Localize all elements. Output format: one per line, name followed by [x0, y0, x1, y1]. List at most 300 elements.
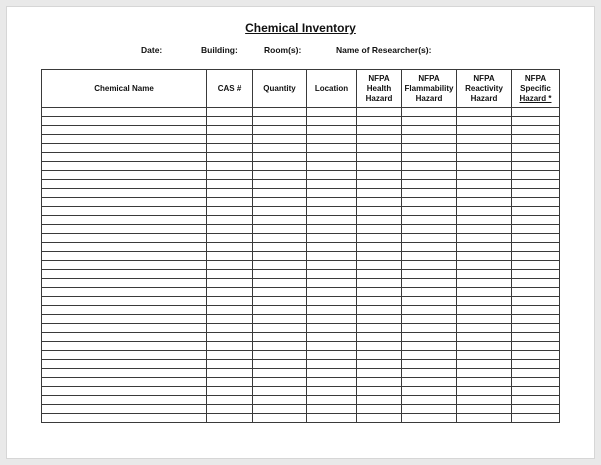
table-cell-nfpa-health — [357, 162, 402, 171]
table-cell-nfpa-specific — [512, 108, 560, 117]
table-cell-nfpa-flammability — [402, 297, 457, 306]
table-cell-location — [307, 189, 357, 198]
table-cell-quantity — [253, 135, 307, 144]
table-cell-nfpa-specific — [512, 405, 560, 414]
table-cell-nfpa-flammability — [402, 153, 457, 162]
table-cell-nfpa-specific — [512, 378, 560, 387]
table-cell-nfpa-specific — [512, 135, 560, 144]
column-header-line: Specific — [520, 83, 551, 93]
table-cell-location — [307, 216, 357, 225]
table-row — [42, 378, 560, 387]
table-cell-chemical-name — [42, 288, 207, 297]
table-cell-nfpa-reactivity — [457, 261, 512, 270]
table-cell-nfpa-reactivity — [457, 171, 512, 180]
table-cell-nfpa-specific — [512, 153, 560, 162]
rooms-label: Room(s): — [264, 45, 302, 55]
table-cell-cas-number — [207, 405, 253, 414]
table-cell-quantity — [253, 243, 307, 252]
researchers-label: Name of Researcher(s): — [336, 45, 432, 55]
table-cell-nfpa-health — [357, 108, 402, 117]
table-cell-nfpa-health — [357, 351, 402, 360]
table-cell-nfpa-reactivity — [457, 153, 512, 162]
table-cell-chemical-name — [42, 144, 207, 153]
table-cell-cas-number — [207, 414, 253, 423]
table-row — [42, 180, 560, 189]
table-row — [42, 207, 560, 216]
table-cell-cas-number — [207, 369, 253, 378]
column-header-nfpa-reactivity — [457, 70, 512, 108]
table-cell-chemical-name — [42, 117, 207, 126]
table-cell-nfpa-reactivity — [457, 180, 512, 189]
column-header-line: NFPA — [524, 73, 547, 83]
table-cell-nfpa-reactivity — [457, 369, 512, 378]
table-cell-quantity — [253, 180, 307, 189]
table-row — [42, 234, 560, 243]
table-cell-cas-number — [207, 324, 253, 333]
table-cell-nfpa-flammability — [402, 234, 457, 243]
table-cell-chemical-name — [42, 315, 207, 324]
table-cell-quantity — [253, 288, 307, 297]
table-row — [42, 351, 560, 360]
table-cell-location — [307, 153, 357, 162]
table-cell-nfpa-reactivity — [457, 387, 512, 396]
table-cell-nfpa-health — [357, 333, 402, 342]
table-cell-nfpa-flammability — [402, 396, 457, 405]
table-cell-quantity — [253, 270, 307, 279]
table-cell-cas-number — [207, 144, 253, 153]
table-cell-nfpa-specific — [512, 225, 560, 234]
table-cell-nfpa-health — [357, 414, 402, 423]
table-cell-nfpa-reactivity — [457, 144, 512, 153]
column-header-cas-number — [207, 70, 253, 108]
table-row — [42, 144, 560, 153]
column-header-quantity — [253, 70, 307, 108]
table-cell-nfpa-specific — [512, 360, 560, 369]
table-cell-cas-number — [207, 234, 253, 243]
table-cell-nfpa-reactivity — [457, 288, 512, 297]
table-cell-cas-number — [207, 387, 253, 396]
table-cell-nfpa-specific — [512, 180, 560, 189]
table-cell-quantity — [253, 216, 307, 225]
table-cell-nfpa-reactivity — [457, 270, 512, 279]
table-cell-cas-number — [207, 108, 253, 117]
table-cell-chemical-name — [42, 225, 207, 234]
column-header-line: Flammability — [404, 83, 454, 93]
table-cell-nfpa-health — [357, 306, 402, 315]
table-cell-nfpa-health — [357, 135, 402, 144]
table-cell-nfpa-specific — [512, 279, 560, 288]
table-cell-nfpa-flammability — [402, 360, 457, 369]
table-cell-chemical-name — [42, 216, 207, 225]
table-cell-location — [307, 198, 357, 207]
table-cell-chemical-name — [42, 279, 207, 288]
table-cell-nfpa-health — [357, 396, 402, 405]
table-cell-nfpa-reactivity — [457, 297, 512, 306]
table-cell-quantity — [253, 198, 307, 207]
table-cell-nfpa-reactivity — [457, 315, 512, 324]
table-cell-nfpa-reactivity — [457, 360, 512, 369]
table-cell-location — [307, 378, 357, 387]
table-cell-quantity — [253, 252, 307, 261]
table-cell-chemical-name — [42, 153, 207, 162]
table-cell-nfpa-reactivity — [457, 351, 512, 360]
table-cell-nfpa-flammability — [402, 243, 457, 252]
table-row — [42, 342, 560, 351]
table-cell-quantity — [253, 189, 307, 198]
table-cell-nfpa-flammability — [402, 189, 457, 198]
table-cell-location — [307, 252, 357, 261]
table-cell-quantity — [253, 405, 307, 414]
table-cell-cas-number — [207, 153, 253, 162]
table-cell-quantity — [253, 153, 307, 162]
table-cell-chemical-name — [42, 171, 207, 180]
table-cell-nfpa-health — [357, 369, 402, 378]
table-cell-nfpa-health — [357, 279, 402, 288]
table-cell-nfpa-specific — [512, 387, 560, 396]
table-cell-cas-number — [207, 306, 253, 315]
table-cell-nfpa-specific — [512, 216, 560, 225]
table-cell-nfpa-reactivity — [457, 324, 512, 333]
table-cell-cas-number — [207, 315, 253, 324]
table-row — [42, 279, 560, 288]
table-cell-location — [307, 396, 357, 405]
table-cell-nfpa-reactivity — [457, 306, 512, 315]
table-cell-location — [307, 288, 357, 297]
table-cell-quantity — [253, 126, 307, 135]
table-cell-nfpa-health — [357, 243, 402, 252]
table-cell-location — [307, 297, 357, 306]
table-row — [42, 243, 560, 252]
table-cell-nfpa-flammability — [402, 162, 457, 171]
table-cell-quantity — [253, 414, 307, 423]
table-cell-chemical-name — [42, 207, 207, 216]
table-row — [42, 288, 560, 297]
table-cell-nfpa-health — [357, 387, 402, 396]
table-cell-quantity — [253, 279, 307, 288]
table-cell-nfpa-specific — [512, 324, 560, 333]
table-cell-nfpa-reactivity — [457, 234, 512, 243]
table-cell-quantity — [253, 378, 307, 387]
building-label: Building: — [201, 45, 238, 55]
table-row — [42, 117, 560, 126]
table-cell-location — [307, 315, 357, 324]
table-cell-nfpa-reactivity — [457, 108, 512, 117]
table-cell-quantity — [253, 324, 307, 333]
table-cell-nfpa-health — [357, 405, 402, 414]
table-row — [42, 225, 560, 234]
chemical-inventory-table — [41, 69, 560, 423]
table-cell-nfpa-specific — [512, 198, 560, 207]
table-cell-quantity — [253, 108, 307, 117]
table-cell-nfpa-flammability — [402, 333, 457, 342]
table-cell-chemical-name — [42, 180, 207, 189]
table-cell-cas-number — [207, 270, 253, 279]
table-row — [42, 261, 560, 270]
column-header-line: NFPA — [473, 73, 495, 83]
table-cell-cas-number — [207, 342, 253, 351]
table-cell-location — [307, 360, 357, 369]
table-cell-location — [307, 180, 357, 189]
table-cell-chemical-name — [42, 306, 207, 315]
table-cell-nfpa-reactivity — [457, 198, 512, 207]
column-header-nfpa-specific — [512, 70, 560, 108]
table-cell-location — [307, 135, 357, 144]
table-cell-nfpa-flammability — [402, 108, 457, 117]
table-cell-chemical-name — [42, 387, 207, 396]
table-row — [42, 216, 560, 225]
table-cell-cas-number — [207, 243, 253, 252]
column-header-line: Hazard * — [519, 93, 552, 103]
table-cell-cas-number — [207, 207, 253, 216]
table-cell-nfpa-specific — [512, 252, 560, 261]
table-row — [42, 198, 560, 207]
column-header-nfpa-flammability — [402, 70, 457, 108]
table-cell-chemical-name — [42, 162, 207, 171]
info-row — [7, 45, 594, 59]
table-cell-nfpa-specific — [512, 315, 560, 324]
table-cell-nfpa-flammability — [402, 198, 457, 207]
date-label: Date: — [141, 45, 163, 55]
table-cell-nfpa-flammability — [402, 306, 457, 315]
table-cell-nfpa-specific — [512, 333, 560, 342]
table-cell-location — [307, 162, 357, 171]
table-cell-quantity — [253, 351, 307, 360]
table-cell-nfpa-specific — [512, 117, 560, 126]
table-cell-nfpa-specific — [512, 126, 560, 135]
table-cell-cas-number — [207, 279, 253, 288]
table-cell-nfpa-reactivity — [457, 189, 512, 198]
table-cell-cas-number — [207, 225, 253, 234]
table-cell-nfpa-reactivity — [457, 162, 512, 171]
column-header-line: Hazard — [365, 93, 393, 103]
table-cell-quantity — [253, 306, 307, 315]
table-cell-nfpa-flammability — [402, 279, 457, 288]
table-cell-nfpa-health — [357, 144, 402, 153]
table-cell-location — [307, 342, 357, 351]
table-cell-quantity — [253, 207, 307, 216]
table-cell-nfpa-flammability — [402, 144, 457, 153]
table-cell-nfpa-flammability — [402, 180, 457, 189]
table-cell-nfpa-reactivity — [457, 396, 512, 405]
table-row — [42, 405, 560, 414]
table-cell-quantity — [253, 297, 307, 306]
column-header-line: Quantity — [263, 83, 296, 93]
table-cell-chemical-name — [42, 324, 207, 333]
table-cell-nfpa-health — [357, 270, 402, 279]
table-cell-nfpa-health — [357, 360, 402, 369]
table-cell-nfpa-flammability — [402, 216, 457, 225]
table-cell-nfpa-specific — [512, 162, 560, 171]
table-cell-cas-number — [207, 252, 253, 261]
table-cell-nfpa-reactivity — [457, 207, 512, 216]
table-cell-nfpa-health — [357, 234, 402, 243]
column-header-chemical-name — [42, 70, 207, 108]
table-cell-nfpa-flammability — [402, 387, 457, 396]
table-cell-location — [307, 225, 357, 234]
table-cell-nfpa-flammability — [402, 261, 457, 270]
table-cell-cas-number — [207, 171, 253, 180]
table-row — [42, 369, 560, 378]
table-cell-nfpa-health — [357, 297, 402, 306]
table-cell-nfpa-flammability — [402, 207, 457, 216]
table-cell-chemical-name — [42, 189, 207, 198]
table-cell-nfpa-flammability — [402, 126, 457, 135]
table-cell-nfpa-specific — [512, 297, 560, 306]
table-cell-nfpa-reactivity — [457, 414, 512, 423]
table-cell-nfpa-flammability — [402, 252, 457, 261]
table-row — [42, 387, 560, 396]
table-cell-nfpa-health — [357, 189, 402, 198]
table-cell-nfpa-reactivity — [457, 378, 512, 387]
table-cell-nfpa-health — [357, 171, 402, 180]
table-row — [42, 297, 560, 306]
column-header-line: Chemical Name — [94, 83, 154, 93]
table-cell-chemical-name — [42, 252, 207, 261]
table-cell-nfpa-flammability — [402, 225, 457, 234]
table-cell-nfpa-health — [357, 153, 402, 162]
table-cell-nfpa-health — [357, 378, 402, 387]
table-row — [42, 270, 560, 279]
table-cell-quantity — [253, 396, 307, 405]
column-header-line: Health — [366, 83, 392, 93]
table-cell-nfpa-specific — [512, 234, 560, 243]
table-cell-cas-number — [207, 351, 253, 360]
table-cell-nfpa-flammability — [402, 315, 457, 324]
table-cell-nfpa-reactivity — [457, 279, 512, 288]
table-cell-location — [307, 351, 357, 360]
table-cell-location — [307, 144, 357, 153]
table-row — [42, 252, 560, 261]
table-row — [42, 414, 560, 423]
table-cell-nfpa-flammability — [402, 414, 457, 423]
table-cell-location — [307, 324, 357, 333]
table-cell-chemical-name — [42, 126, 207, 135]
table-cell-chemical-name — [42, 234, 207, 243]
table-cell-nfpa-health — [357, 315, 402, 324]
table-cell-nfpa-flammability — [402, 270, 457, 279]
table-cell-nfpa-specific — [512, 270, 560, 279]
table-row — [42, 171, 560, 180]
table-cell-nfpa-specific — [512, 414, 560, 423]
table-cell-location — [307, 207, 357, 216]
table-cell-location — [307, 387, 357, 396]
table-row — [42, 333, 560, 342]
table-cell-quantity — [253, 117, 307, 126]
table-cell-nfpa-specific — [512, 189, 560, 198]
table-cell-nfpa-reactivity — [457, 243, 512, 252]
table-cell-nfpa-health — [357, 216, 402, 225]
table-cell-location — [307, 126, 357, 135]
table-cell-nfpa-health — [357, 117, 402, 126]
column-header-line: CAS # — [217, 83, 242, 93]
table-cell-cas-number — [207, 180, 253, 189]
table-row — [42, 126, 560, 135]
table-cell-cas-number — [207, 216, 253, 225]
table-cell-nfpa-health — [357, 225, 402, 234]
column-header-line: Reactivity — [465, 83, 503, 93]
table-cell-quantity — [253, 369, 307, 378]
column-header-line: NFPA — [368, 73, 390, 83]
table-row — [42, 108, 560, 117]
table-cell-location — [307, 171, 357, 180]
column-header-line: NFPA — [418, 73, 440, 83]
table-cell-nfpa-flammability — [402, 351, 457, 360]
table-cell-location — [307, 108, 357, 117]
table-row — [42, 153, 560, 162]
table-cell-quantity — [253, 342, 307, 351]
table-cell-location — [307, 405, 357, 414]
table-cell-quantity — [253, 315, 307, 324]
table-row — [42, 162, 560, 171]
table-cell-location — [307, 306, 357, 315]
table-cell-location — [307, 261, 357, 270]
table-cell-chemical-name — [42, 243, 207, 252]
table-cell-chemical-name — [42, 342, 207, 351]
table-cell-nfpa-flammability — [402, 288, 457, 297]
table-cell-chemical-name — [42, 108, 207, 117]
table-cell-cas-number — [207, 162, 253, 171]
table-cell-cas-number — [207, 117, 253, 126]
table-cell-nfpa-flammability — [402, 117, 457, 126]
column-header-line: Location — [314, 83, 349, 93]
table-cell-nfpa-reactivity — [457, 225, 512, 234]
table-cell-nfpa-specific — [512, 261, 560, 270]
table-cell-location — [307, 234, 357, 243]
table-cell-quantity — [253, 225, 307, 234]
table-cell-chemical-name — [42, 198, 207, 207]
table-cell-nfpa-health — [357, 252, 402, 261]
table-cell-nfpa-health — [357, 126, 402, 135]
table-cell-chemical-name — [42, 270, 207, 279]
column-header-line: Hazard — [470, 93, 498, 103]
table-cell-quantity — [253, 234, 307, 243]
table-row — [42, 306, 560, 315]
table-row — [42, 396, 560, 405]
table-cell-chemical-name — [42, 360, 207, 369]
table-cell-location — [307, 369, 357, 378]
table-row — [42, 324, 560, 333]
table-cell-nfpa-specific — [512, 144, 560, 153]
table-cell-location — [307, 414, 357, 423]
table-cell-chemical-name — [42, 297, 207, 306]
table-cell-quantity — [253, 387, 307, 396]
table-cell-cas-number — [207, 297, 253, 306]
table-cell-nfpa-specific — [512, 171, 560, 180]
table-cell-chemical-name — [42, 378, 207, 387]
table-cell-nfpa-reactivity — [457, 405, 512, 414]
table-cell-nfpa-reactivity — [457, 216, 512, 225]
table-cell-nfpa-reactivity — [457, 342, 512, 351]
table-cell-nfpa-flammability — [402, 405, 457, 414]
page-title: Chemical Inventory — [245, 21, 356, 35]
table-cell-nfpa-specific — [512, 306, 560, 315]
table-cell-location — [307, 333, 357, 342]
table-cell-cas-number — [207, 378, 253, 387]
table-cell-nfpa-specific — [512, 288, 560, 297]
column-header-line: Hazard — [415, 93, 443, 103]
table-cell-nfpa-health — [357, 324, 402, 333]
table-cell-nfpa-specific — [512, 396, 560, 405]
table-cell-nfpa-health — [357, 207, 402, 216]
table-cell-quantity — [253, 360, 307, 369]
table-cell-chemical-name — [42, 135, 207, 144]
table-cell-chemical-name — [42, 351, 207, 360]
table-cell-cas-number — [207, 198, 253, 207]
table-cell-nfpa-reactivity — [457, 117, 512, 126]
table-cell-cas-number — [207, 288, 253, 297]
table-cell-nfpa-health — [357, 198, 402, 207]
table-cell-nfpa-specific — [512, 243, 560, 252]
